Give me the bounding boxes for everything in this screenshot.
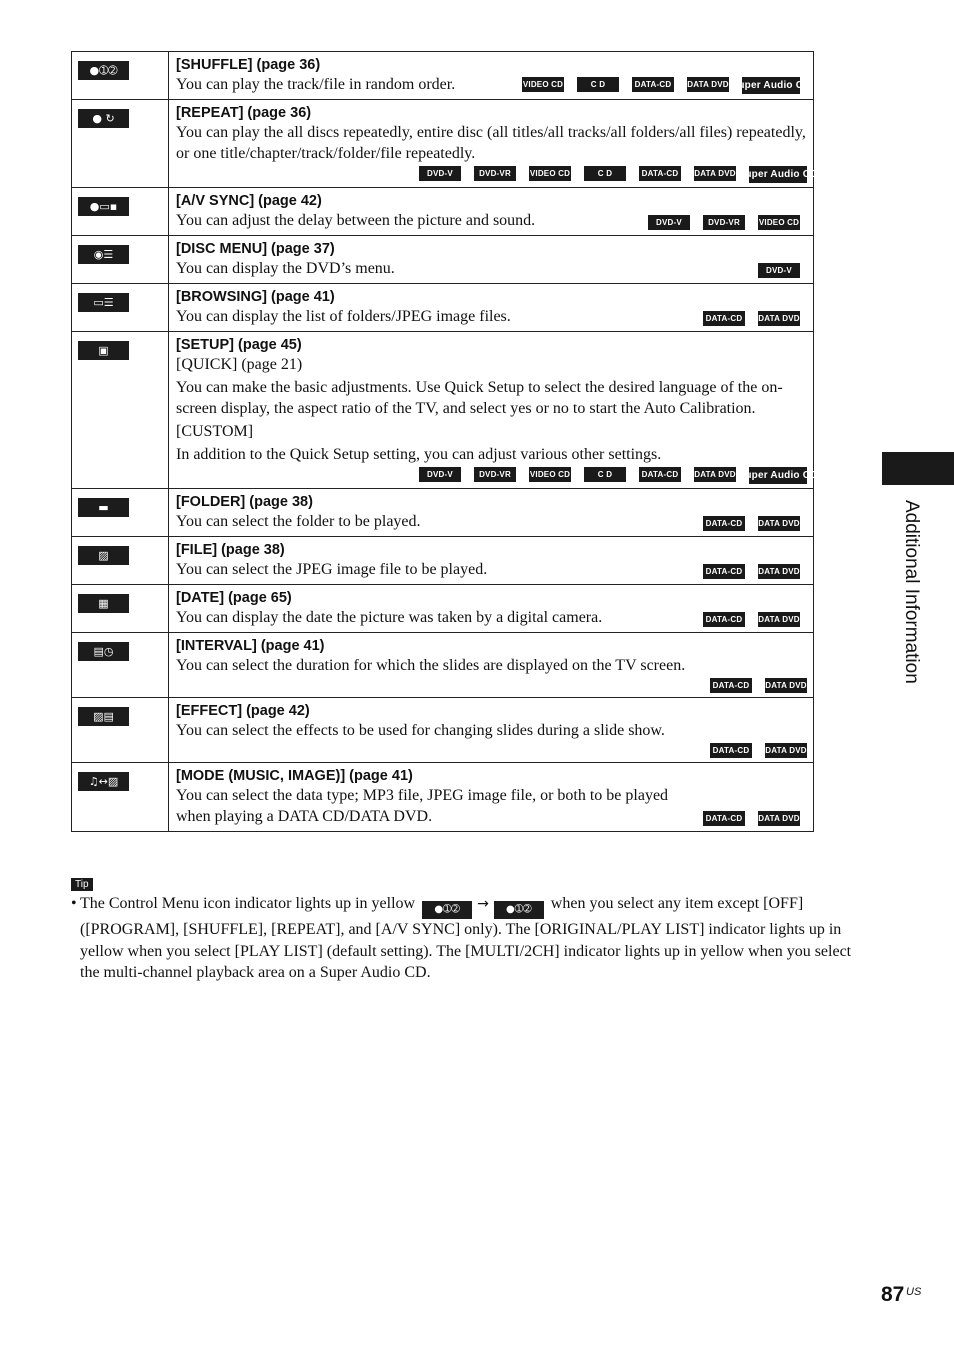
description-line: You can select the data type; MP3 file, JPEG image file, or both to be played when playing a DATA CD/DATA DVD. (176, 787, 669, 825)
disc-type-badges (703, 612, 800, 627)
table-row (72, 763, 814, 832)
section-tab-marker (882, 452, 954, 485)
disc-type-badges (522, 77, 811, 94)
disc-badge: DATA DVD (758, 311, 800, 326)
item-title: [DATE] (page 65) (176, 590, 292, 606)
disc-badge: DATA-CD (632, 77, 674, 92)
page-number: 87 (881, 1283, 905, 1306)
disc-badge: VIDEO CD (529, 467, 571, 482)
description-cell (169, 698, 814, 763)
disc-type-badges (703, 811, 800, 826)
table-row (72, 332, 814, 489)
icon-cell (72, 52, 169, 100)
disc-type-badges (176, 678, 807, 693)
table-row (72, 100, 814, 188)
arrow-right-icon: → (477, 896, 489, 912)
disc-badge: DATA-CD (703, 612, 745, 627)
icon-cell (72, 489, 169, 537)
tip-label: Tip (71, 878, 93, 891)
icon-cell (72, 763, 169, 832)
disc-badge: C D (577, 77, 619, 92)
description-line: You can select the JPEG image file to be played. (176, 561, 488, 578)
section-side-label: Additional Information (901, 500, 922, 684)
item-title: [SHUFFLE] (page 36) (176, 57, 321, 73)
interval-icon: ▤◷ (78, 642, 129, 661)
file-icon: ▨ (78, 546, 129, 565)
disc-badge: DVD-VR (474, 166, 516, 181)
item-title: [FOLDER] (page 38) (176, 494, 313, 510)
icon-cell (72, 585, 169, 633)
disc-type-badges (703, 311, 800, 326)
disc-badge: DATA DVD (694, 467, 736, 482)
disc-badge: DATA DVD (765, 678, 807, 693)
disc-type-badges (758, 263, 800, 278)
av-sync-icon: ●▭▪ (78, 197, 129, 216)
disc-badge: DATA DVD (687, 77, 729, 92)
item-description (176, 258, 807, 279)
table-row (72, 585, 814, 633)
table-row (72, 537, 814, 585)
table-row (72, 188, 814, 236)
description-line: You can play the all discs repeatedly, entire disc (all titles/all tracks/all folders/all files) repeatedly, or one title/chapter/track/folder/file repeatedly. (176, 124, 806, 162)
disc-badge: VIDEO CD (522, 77, 564, 92)
disc-badge: DATA DVD (758, 811, 800, 826)
item-title: [REPEAT] (page 36) (176, 105, 312, 121)
disc-badge: VIDEO CD (529, 166, 571, 181)
item-title: [BROWSING] (page 41) (176, 289, 335, 305)
disc-badge: Super Audio CD (749, 467, 807, 484)
disc-badge: DATA-CD (703, 311, 745, 326)
disc-badge: DATA-CD (703, 516, 745, 531)
disc-badge: VIDEO CD (758, 215, 800, 230)
disc-badge: DATA-CD (710, 678, 752, 693)
disc-badge: DATA-CD (639, 166, 681, 181)
item-description (176, 720, 807, 741)
icon-cell (72, 537, 169, 585)
description-line: In addition to the Quick Setup setting, you can adjust various other settings. (176, 446, 662, 463)
description-cell (169, 284, 814, 332)
table-row (72, 633, 814, 698)
tip-text-before: The Control Menu icon indicator lights up in yellow (80, 895, 416, 912)
description-line: You can display the list of folders/JPEG image files. (176, 308, 511, 325)
disc-type-badges (703, 516, 800, 531)
disc-badge: C D (584, 166, 626, 181)
table-row (72, 52, 814, 100)
disc-badge: DATA DVD (765, 743, 807, 758)
tip-body (71, 893, 857, 984)
description-line: You can select the folder to be played. (176, 513, 421, 530)
control-menu-table-body (72, 52, 818, 832)
page-region-suffix: US (906, 1286, 922, 1298)
description-cell (169, 489, 814, 537)
disc-badge: Super Audio CD (742, 77, 800, 94)
browsing-icon: ▭☰ (78, 293, 129, 312)
description-line: You can select the effects to be used for changing slides during a slide show. (176, 722, 665, 739)
item-title: [A/V SYNC] (page 42) (176, 193, 322, 209)
icon-cell (72, 698, 169, 763)
setup-icon: ▣ (78, 341, 129, 360)
disc-badge: C D (584, 467, 626, 482)
disc-badge: DATA DVD (694, 166, 736, 181)
icon-cell (72, 236, 169, 284)
description-cell (169, 236, 814, 284)
disc-badge: DATA-CD (703, 811, 745, 826)
control-menu-yellow-icon: ●➀➁ (494, 901, 544, 919)
description-line: You can play the track/file in random order. (176, 76, 456, 93)
mode-icon: ♫↔▨ (78, 772, 129, 791)
description-cell (169, 52, 814, 100)
item-title: [FILE] (page 38) (176, 542, 285, 558)
icon-cell (72, 188, 169, 236)
disc-type-badges (703, 564, 800, 579)
date-icon: ▦ (78, 594, 129, 613)
disc-badge: DATA DVD (758, 564, 800, 579)
item-title: [INTERVAL] (page 41) (176, 638, 325, 654)
disc-type-badges (648, 215, 800, 230)
disc-badge: DVD-V (419, 166, 461, 181)
disc-type-badges (176, 743, 807, 758)
control-menu-icon: ●➀➁ (422, 901, 472, 919)
disc-menu-icon: ◉☰ (78, 245, 129, 264)
shuffle-icon: ●➀➁ (78, 61, 129, 80)
disc-type-badges (176, 166, 818, 183)
description-cell (169, 537, 814, 585)
disc-badge: DVD-V (419, 467, 461, 482)
item-title: [EFFECT] (page 42) (176, 703, 310, 719)
item-title: [SETUP] (page 45) (176, 337, 302, 353)
tip-bullet: • (71, 895, 77, 912)
description-cell (169, 633, 814, 698)
disc-badge: DATA-CD (710, 743, 752, 758)
description-line: [CUSTOM] (176, 423, 254, 440)
folder-icon: ▬ (78, 498, 129, 517)
table-row (72, 236, 814, 284)
item-title: [DISC MENU] (page 37) (176, 241, 335, 257)
description-line: You can display the DVD’s menu. (176, 260, 395, 277)
description-line: You can display the date the picture was taken by a digital camera. (176, 609, 603, 626)
disc-badge: DVD-VR (703, 215, 745, 230)
description-cell (169, 763, 814, 832)
disc-badge: DATA-CD (639, 467, 681, 482)
disc-type-badges (176, 467, 818, 484)
description-cell (169, 100, 818, 188)
description-line: You can adjust the delay between the picture and sound. (176, 212, 536, 229)
disc-badge: DVD-VR (474, 467, 516, 482)
icon-cell (72, 633, 169, 698)
description-line: [QUICK] (page 21) (176, 356, 303, 373)
description-cell (169, 332, 818, 489)
description-line: You can select the duration for which the slides are displayed on the TV screen. (176, 657, 686, 674)
tip-paragraph (71, 893, 857, 984)
icon-cell (72, 100, 169, 188)
effect-icon: ▨▤ (78, 707, 129, 726)
table-row (72, 698, 814, 763)
disc-badge: Super Audio CD (749, 166, 807, 183)
repeat-icon: ● ↻ (78, 109, 129, 128)
item-description (176, 354, 807, 465)
item-description (176, 655, 807, 676)
disc-badge: DATA-CD (703, 564, 745, 579)
description-line: You can make the basic adjustments. Use Quick Setup to select the desired language of the on-screen display, the aspect ratio of the TV, and select yes or no to start the Auto Calibration. (176, 379, 783, 417)
disc-badge: DVD-V (758, 263, 800, 278)
tip-text-after: when you select any item except [OFF] ([PROGRAM], [SHUFFLE], [REPEAT], and [A/V SYNC] only). The [ORIGINAL/PLAY LIST] indicator lights up in yellow when you select [PLAY LIST] (default setting). The [MULTI/2CH] indicator lights up in yellow when you select the multi-channel playback area on a Super Audio CD. (80, 895, 852, 982)
table-row (72, 284, 814, 332)
control-menu-table (71, 51, 818, 832)
table-row (72, 489, 814, 537)
item-description (176, 122, 807, 164)
icon-cell (72, 332, 169, 489)
icon-cell (72, 284, 169, 332)
disc-badge: DATA DVD (758, 516, 800, 531)
description-cell (169, 188, 814, 236)
item-title: [MODE (MUSIC, IMAGE)] (page 41) (176, 768, 413, 784)
description-cell (169, 585, 814, 633)
disc-badge: DVD-V (648, 215, 690, 230)
disc-badge: DATA DVD (758, 612, 800, 627)
